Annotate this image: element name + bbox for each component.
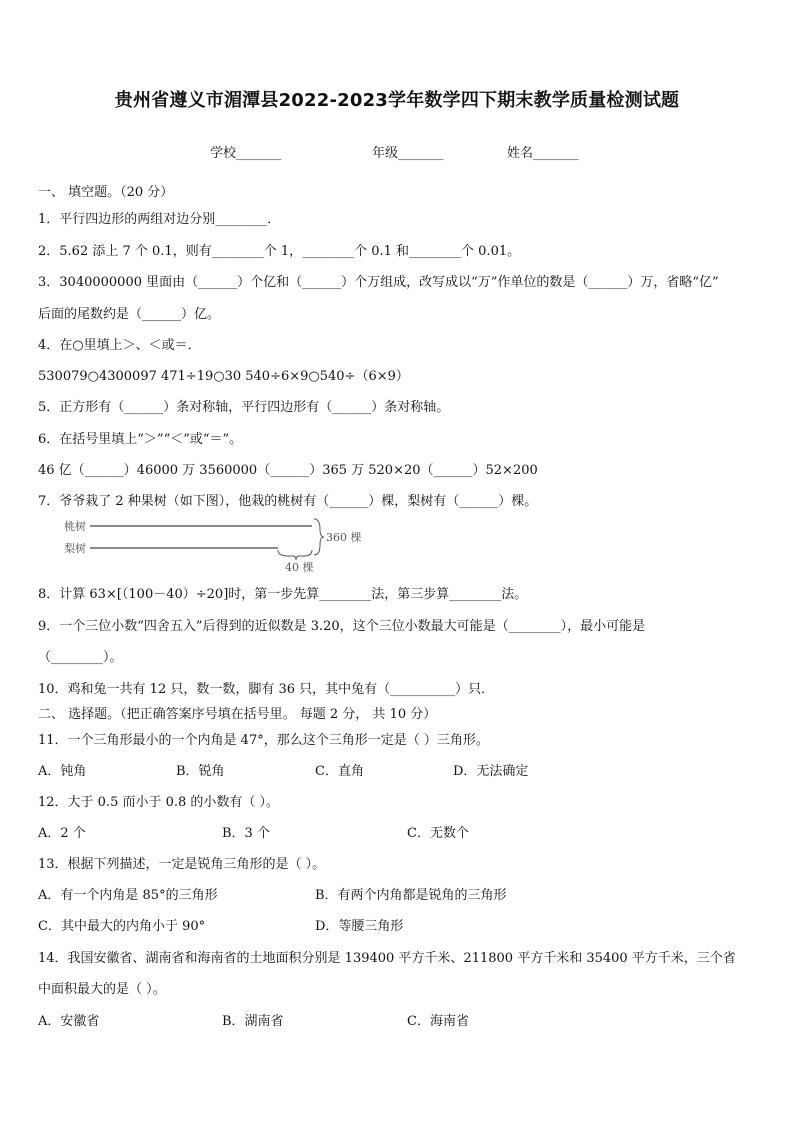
question-14-line-2: 中面积最大的是（ ）。: [38, 982, 166, 997]
name-field: 姓名_______: [507, 146, 579, 161]
total-brace: [314, 519, 324, 555]
page-title: 贵州省遵义市湄潭县2022-2023学年数学四下期末教学质量检测试题: [114, 90, 680, 111]
question-14-line-1: 14．我国安徽省、湖南省和海南省的土地面积分别是 139400 平方千米、211800 平方千米和 35400 平方千米，三个省: [38, 951, 736, 966]
q14-option-a: A．安徽省: [38, 1014, 100, 1029]
section-heading-choice: 二、 选择题。（把正确答案序号填在括号里。 每题 2 分， 共 10 分）: [38, 707, 437, 722]
q11-option-a: A．钝角: [38, 764, 87, 779]
question-9-line-1: 9．一个三位小数“四舍五入”后得到的近似数是 3.20，这个三位小数最大可能是（________），最小可能是: [38, 619, 646, 634]
q14-option-c: C．海南省: [407, 1014, 469, 1029]
diff-label: 40 棵: [285, 561, 314, 573]
question-11: 11．一个三角形最小的一个内角是 47°，那么这个三角形一定是（ ）三角形。: [38, 733, 489, 748]
question-12: 12．大于 0.5 而小于 0.8 的小数有（ ）。: [38, 795, 280, 810]
q11-option-d: D．无法确定: [453, 764, 529, 779]
question-6: 6．在括号里填上“＞”“＜”或“＝”。: [38, 432, 243, 447]
question-8: 8．计算 63×[（100－40）÷20]时，第一步先算________法，第三步算________法。: [38, 587, 528, 602]
q13-option-b: B．有两个内角都是锐角的三角形: [315, 888, 507, 903]
question-4-items: 530079○4300097 471÷19○30 540÷6×9○540÷（6×9）: [38, 369, 409, 384]
q12-option-c: C．无数个: [407, 826, 469, 841]
section-heading-fill: 一、 填空题。（20 分）: [38, 185, 174, 200]
q14-option-b: B．湖南省: [222, 1014, 284, 1029]
question-3-line-1: 3．3040000000 里面由（______）个亿和（______）个万组成，改写成以“万”作单位的数是（______）万，省略“亿”: [38, 275, 719, 290]
total-label: 360 棵: [326, 531, 362, 544]
grade-field: 年级_______: [372, 146, 444, 161]
question-9-line-2: （________）。: [38, 650, 123, 665]
question-6-items: 46 亿（______）46000 万 3560000（______）365 万 520×20（______）52×200: [38, 463, 538, 478]
q12-option-a: A．2 个: [38, 826, 86, 841]
q11-option-b: B．锐角: [176, 764, 225, 779]
question-10: 10．鸡和兔一共有 12 只，数一数，脚有 36 只，其中兔有（__________）只．: [38, 682, 495, 697]
q12-option-b: B．3 个: [222, 826, 270, 841]
question-2: 2．5.62 添上 7 个 0.1，则有________个 1，________个 0.1 和________个 0.01。: [38, 244, 521, 259]
school-field: 学校_______: [210, 146, 282, 161]
q13-option-d: D．等腰三角形: [315, 919, 404, 934]
q13-option-c: C．其中最大的内角小于 90°: [38, 919, 206, 934]
question-7: 7．爷爷栽了 2 种果树（如下图），他栽的桃树有（______）棵，梨树有（______）棵。: [38, 494, 538, 509]
diff-brace: [278, 550, 312, 560]
question-5: 5．正方形有（______）条对称轴，平行四边形有（______）条对称轴。: [38, 400, 450, 415]
fruit-tree-diagram: [60, 515, 370, 573]
q11-option-c: C．直角: [315, 764, 364, 779]
question-3-line-2: 后面的尾数约是（______）亿。: [38, 307, 221, 322]
q13-option-a: A．有一个内角是 85°的三角形: [38, 888, 218, 903]
peach-label: 桃树: [64, 520, 86, 533]
pear-label: 梨树: [64, 542, 86, 555]
question-4: 4．在○里填上＞、＜或＝．: [38, 338, 201, 353]
question-1: 1．平行四边形的两组对边分别________．: [38, 212, 281, 227]
question-13: 13．根据下列描述，一定是锐角三角形的是（ ）。: [38, 857, 326, 872]
